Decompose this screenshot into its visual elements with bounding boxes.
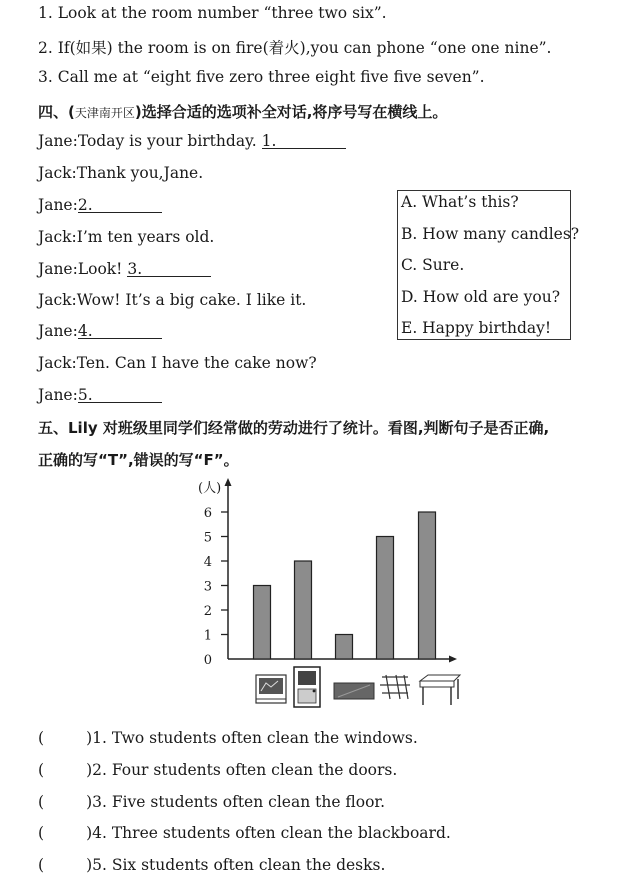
tf-statement <box>38 856 385 874</box>
answer-paren-open[interactable]: ( <box>38 793 45 811</box>
tf-statement <box>38 729 418 747</box>
y-axis-label: (人) <box>198 481 222 496</box>
dialogue-text: Jack:Wow! It’s a big cake. I like it. <box>38 291 307 309</box>
answer-blank-5[interactable]: 5. <box>78 386 162 403</box>
chores-bar-chart <box>190 475 470 715</box>
options-box <box>397 190 580 340</box>
tf-statement <box>38 761 397 779</box>
section-5-heading-line-2: 正确的写“T”,错误的写“F”。 <box>38 451 239 469</box>
x-axis-arrow <box>449 656 457 663</box>
y-tick-label: 0 <box>203 653 212 668</box>
window-icon <box>380 675 410 699</box>
answer-paren-open[interactable]: ( <box>38 856 45 874</box>
bar-floor <box>336 635 353 660</box>
dialogue-text: Jane:Today is your birthday. <box>38 132 262 150</box>
desk-icon <box>420 675 460 705</box>
answer-paren-open[interactable]: ( <box>38 761 45 779</box>
y-ticks <box>204 506 228 668</box>
option-d: D. How old are you? <box>401 288 561 306</box>
answer-paren-close: ) <box>86 824 93 842</box>
bar-desk <box>419 512 436 659</box>
answer-paren-close: ) <box>86 856 93 874</box>
bar-window <box>377 537 394 660</box>
dialogue-line <box>38 132 346 150</box>
option-e: E. Happy birthday! <box>401 319 552 337</box>
answer-paren-close: ) <box>86 793 93 811</box>
answer-blank-4[interactable]: 4. <box>78 322 162 339</box>
y-tick-label: 5 <box>203 530 212 546</box>
y-tick-label: 3 <box>203 579 212 595</box>
dialogue-text: Jack:I’m ten years old. <box>38 228 215 246</box>
answer-paren-open[interactable]: ( <box>38 824 45 842</box>
section-4-heading-prefix: 四、( <box>38 103 75 121</box>
bar-blackboard <box>254 586 271 660</box>
y-tick-label: 2 <box>203 604 212 619</box>
statement-text: 5. Six students often clean the desks. <box>92 856 386 874</box>
dialogue-text: Jane: <box>38 196 78 214</box>
dialogue-line <box>38 386 162 404</box>
dialogue-line <box>38 228 214 246</box>
phone-sentence-3: 3. Call me at “eight five zero three eight five five seven”. <box>38 68 485 86</box>
y-axis-arrow <box>225 478 232 486</box>
option-b: B. How many candles? <box>401 225 580 243</box>
section-4-heading <box>38 101 447 122</box>
tf-statement <box>38 824 451 842</box>
answer-paren-close: ) <box>86 729 93 747</box>
y-tick-label: 6 <box>203 506 212 521</box>
answer-paren-open[interactable]: ( <box>38 729 45 747</box>
answer-blank-2[interactable]: 2. <box>78 196 162 213</box>
y-tick-label: 1 <box>203 628 212 644</box>
tf-statement <box>38 793 385 811</box>
section-5-heading-line-1: 五、Lily 对班级里同学们经常做的劳动进行了统计。看图,判断句子是否正确, <box>38 419 550 437</box>
phone-sentence-2: 2. If(如果) the room is on fire(着火),you can phone “one one nine”. <box>38 39 552 57</box>
section-4-region: 天津南开区 <box>74 106 135 120</box>
phone-sentence-1: 1. Look at the room number “three two six”. <box>38 4 387 22</box>
answer-blank-3[interactable]: 3. <box>127 260 211 277</box>
dialogue-line <box>38 291 306 309</box>
section-4-heading-rest: )选择合适的选项补全对话,将序号写在横线上。 <box>134 103 448 121</box>
dialogue-line <box>38 260 211 278</box>
statement-text: 3. Five students often clean the floor. <box>92 793 386 811</box>
dialogue-text: Jane: <box>38 386 78 404</box>
statement-text: 1. Two students often clean the windows. <box>92 729 418 747</box>
dialogue-line <box>38 196 162 214</box>
dialogue-text: Jack:Thank you,Jane. <box>38 164 204 182</box>
dialogue-text: Jack:Ten. Can I have the cake now? <box>38 354 317 372</box>
door-icon <box>294 667 320 707</box>
answer-blank-1[interactable]: 1. <box>262 132 346 149</box>
bar-door <box>295 561 312 659</box>
dialogue-line <box>38 164 203 182</box>
option-c: C. Sure. <box>401 256 465 274</box>
blackboard-icon <box>256 675 286 703</box>
answer-paren-close: ) <box>86 761 93 779</box>
bars <box>254 512 436 659</box>
dialogue-line <box>38 354 317 372</box>
dialogue-text: Jane:Look! <box>38 260 128 278</box>
statement-text: 2. Four students often clean the doors. <box>92 761 398 779</box>
option-a: A. What’s this? <box>401 193 519 211</box>
floor-mop-icon <box>334 683 374 699</box>
dialogue-line <box>38 322 162 340</box>
dialogue-text: Jane: <box>38 322 78 340</box>
statement-text: 4. Three students often clean the blackboard. <box>92 824 451 842</box>
y-tick-label: 4 <box>203 555 212 570</box>
